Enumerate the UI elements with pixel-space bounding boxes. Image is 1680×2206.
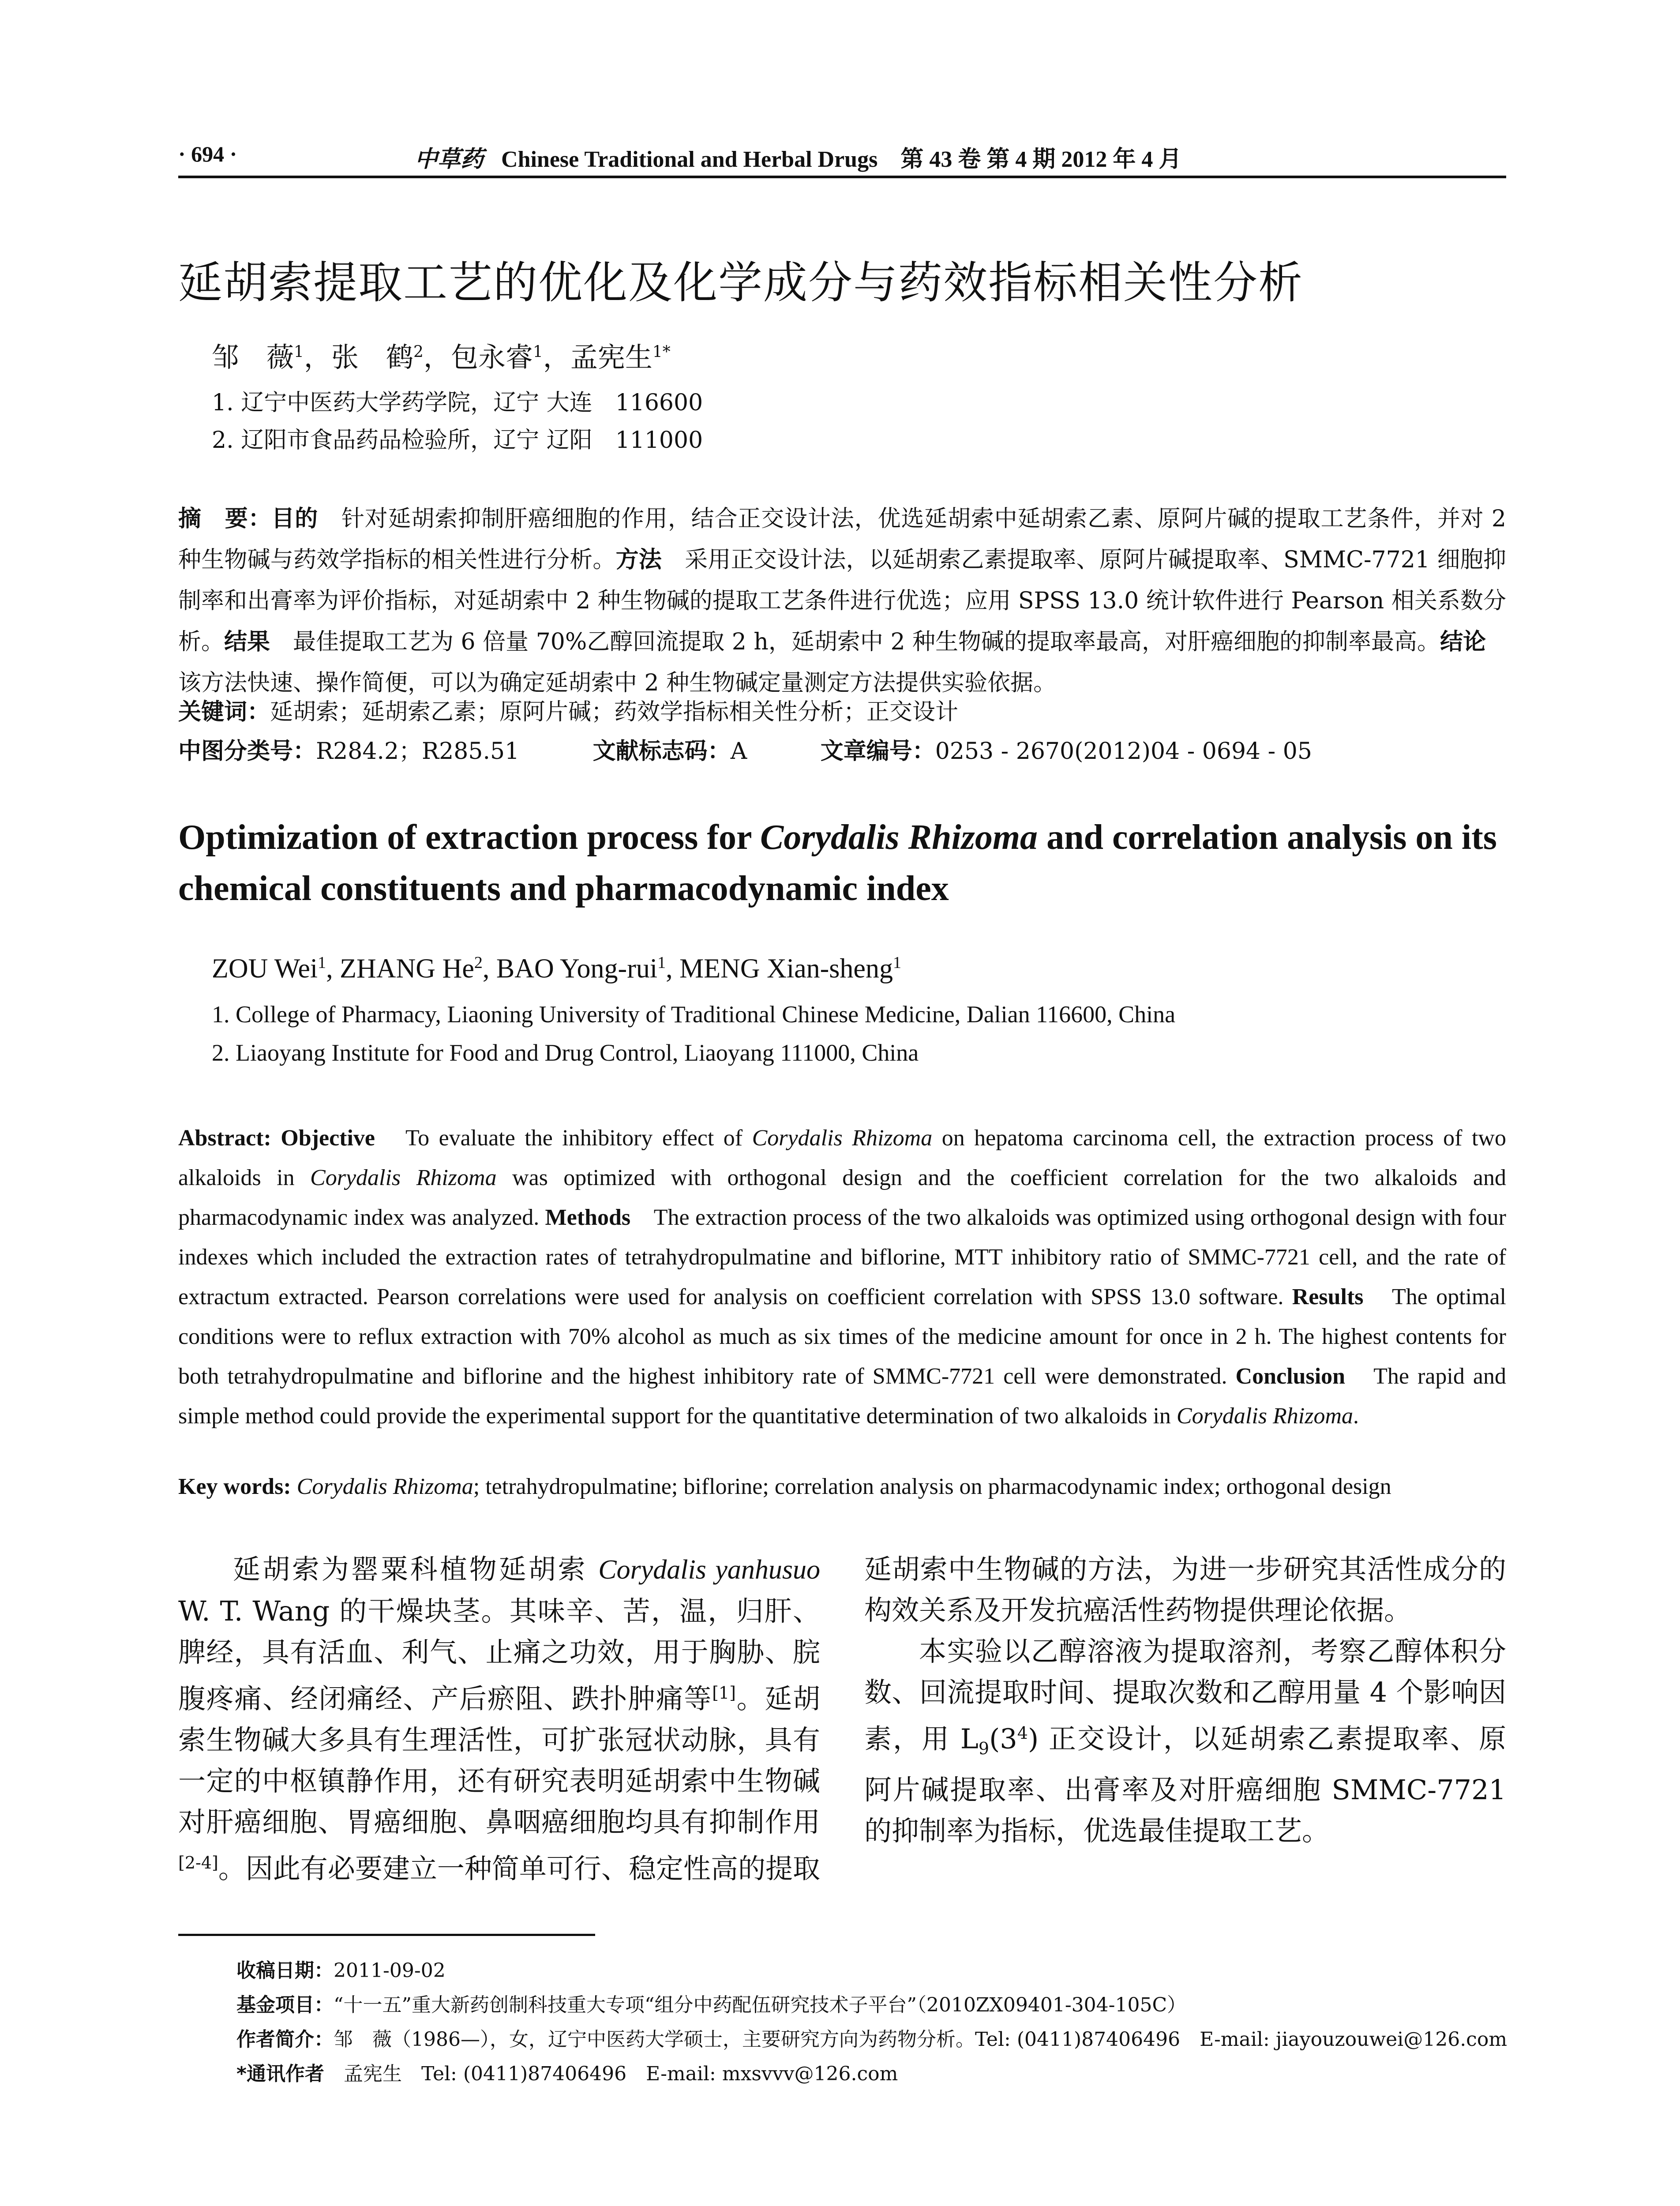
author-name: BAO Yong-rui: [496, 953, 658, 984]
methods-label: Methods: [545, 1205, 631, 1230]
author-sup: 1: [532, 343, 543, 361]
author-name: 孟宪生: [570, 341, 652, 373]
title-species: Corydalis Rhizoma: [760, 818, 1038, 857]
english-affiliation: 1. College of Pharmacy, Liaoning University of Traditional Chinese Medicine, Dalian 116600, China: [212, 1001, 1176, 1028]
species-name: Corydalis Rhizoma: [310, 1165, 497, 1190]
footnote-fund: [236, 1989, 1186, 2017]
clc-value: R284.2；R285.51: [316, 738, 520, 765]
results-label: 结果: [224, 629, 270, 655]
author-name: MENG Xian-sheng: [679, 953, 893, 984]
conclusion-label: Conclusion: [1235, 1364, 1346, 1389]
journal-info: Chinese Traditional and Herbal Drugs 第 43 卷 第 4 期 2012 年 4 月: [501, 147, 1182, 172]
author-sup: 1: [318, 953, 326, 972]
author-name: 包永睿: [450, 341, 533, 373]
objective-text: 针对延胡索抑制肝癌细胞的作用，结合正交设计法，优选延胡索中延胡索乙素、原阿片碱的提取工艺条件，并对 2 种生物碱与药效学指标的相关性进行分析。: [178, 506, 1506, 573]
article-no-value: 0253 - 2670(2012)04 - 0694 - 05: [935, 738, 1312, 765]
chinese-keywords: [178, 692, 1506, 733]
species-name: Corydalis Rhizoma: [1176, 1403, 1354, 1429]
english-abstract: [178, 1118, 1506, 1436]
conclusion-text: 该方法快速、操作简便，可以为确定延胡索中 2 种生物碱定量测定方法提供实验依据。: [178, 629, 1509, 696]
results-text: The optimal conditions were to reflux extraction with 70% alcohol as much as six times of the medicine amount for once in 2 h. The highest contents for both tetrahydropulmatine and biflorine and the highest inhibitory rate of SMMC-7721 cell were demonstrated.: [178, 1284, 1507, 1389]
author-sup: 1: [294, 343, 304, 361]
abstract-text: was optimized with orthogonal design and the coefficient correlation for the two alkaloids and pharmacodynamic index was analyzed.: [178, 1165, 1506, 1230]
doc-code-label: 文献标志码：: [592, 738, 731, 765]
author-name: ZOU Wei: [212, 953, 318, 984]
page-number: · 694 ·: [178, 142, 237, 166]
footnote-rule: [178, 1934, 595, 1936]
abstract-label: 摘 要：: [178, 506, 272, 532]
chinese-affiliation: 1. 辽宁中医药大学药学院，辽宁 大连 116600: [212, 390, 703, 416]
chinese-abstract: [178, 499, 1509, 704]
keywords-label: Key words:: [178, 1474, 291, 1499]
english-authors: ZOU Wei$^1$, ZHANG He$^2$, BAO Yong-rui$^1$, MENG Xian-sheng$^1$: [212, 953, 901, 984]
clc-label: 中图分类号：: [178, 738, 316, 765]
author-sup: 1: [657, 953, 666, 972]
subscript: 9: [978, 1739, 990, 1759]
author-sup: 2: [474, 953, 483, 972]
conclusion-text: The rapid and simple method could provide the experimental support for the quantitative determination of two alkaloids in: [178, 1364, 1506, 1429]
methods-text: The extraction process of the two alkaloids was optimized using orthogonal design with four indexes which included the extraction rates of tetrahydropulmatine and biflorine, MTT inhibitory ratio of SMMC-7721 cell, and the rate of extractum extracted. Pearson correlations were used for analysis on coefficient correlation with SPSS 13.0 software.: [178, 1205, 1506, 1309]
journal-logo: 中草药: [415, 146, 484, 173]
methods-label: 方法: [615, 547, 662, 573]
species-name: Corydalis Rhizoma: [752, 1126, 933, 1151]
citation-ref: [2-4]: [178, 1853, 218, 1872]
footnote-author: [236, 2023, 1507, 2052]
abstract-label: Abstract: Objective: [178, 1126, 375, 1151]
conclusion-end: .: [1353, 1403, 1359, 1429]
body-text-run: 本实验以乙醇溶液为提取溶剂，考察乙醇体积分数、回流提取时间、提取次数和乙醇用量 4 个影响因素，用 L: [864, 1635, 1506, 1755]
footnote-label: *通讯作者: [236, 2063, 325, 2085]
author-sup: 2: [413, 343, 424, 361]
methods-text: 采用正交设计法，以延胡索乙素提取率、原阿片碱提取率、SMMC-7721 细胞抑制率和出膏率为评价指标，对延胡索中 2 种生物碱的提取工艺条件进行优选；应用 SPSS 13.0 统计软件进行 Pearson 相关系数分析。: [178, 547, 1506, 655]
footnote-corresponding: [236, 2058, 898, 2086]
english-affiliation: 2. Liaoyang Institute for Food and Drug Control, Liaoyang 111000, China: [212, 1039, 919, 1066]
body-paragraph-2: [864, 1631, 1506, 1851]
citation-ref: [1]: [712, 1683, 736, 1703]
english-title: [178, 812, 1524, 914]
doc-code-value: A: [730, 738, 747, 765]
author-name: 邹 薇: [212, 341, 294, 373]
title-part: Optimization of extraction process for: [178, 818, 761, 857]
body-text-run: 。延胡索生物碱大多具有生理活性，可扩张冠状动脉，具有一定的中枢镇静作用，还有研究表明延胡索中生物碱对肝癌细胞、胃癌细胞、鼻咽癌细胞均具有抑制作用: [178, 1682, 820, 1838]
body-text-run: W. T. Wang 的干燥块茎。其味辛、苦，温，归肝、脾经，具有活血、利气、止痛之功效，用于胸胁、脘腹疼痛、经闭痛经、产后瘀阻、跌扑肿痛等: [178, 1595, 820, 1715]
author-sup: 1: [892, 953, 901, 972]
footnote-text: 2011-09-02: [334, 1959, 446, 1982]
superscript: 4: [1017, 1723, 1028, 1743]
latin-name: Corydalis yanhusuo: [598, 1555, 820, 1585]
conclusion-label: 结论: [1440, 629, 1486, 655]
body-text-run: 延胡索为罂粟科植物延胡索: [233, 1553, 599, 1585]
chinese-authors: 邹 薇$^1$，张 鹤$^2$，包永睿$^1$，孟宪生$^{1*}$: [212, 341, 671, 373]
footnote-text: “十一五”重大新药创制科技重大专项“组分中药配伍研究技术子平台”（2010ZX09401-304-105C）: [334, 1994, 1187, 2016]
body-text-run: (3: [989, 1722, 1017, 1755]
abstract-text: To evaluate the inhibitory effect of: [375, 1126, 752, 1151]
footnote-label: 基金项目：: [236, 1994, 334, 2016]
species-name: Corydalis Rhizoma: [296, 1474, 473, 1499]
footnote-label: 收稿日期：: [236, 1959, 334, 1982]
author-name: ZHANG He: [340, 953, 474, 984]
footnote-text: 孟宪生 Tel: (0411)87406496 E-mail: mxsvvv@126.com: [324, 2063, 898, 2085]
keywords-text: ; tetrahydropulmatine; biflorine; correlation analysis on pharmacodynamic index; orthogonal design: [473, 1474, 1391, 1499]
article-no-label: 文章编号：: [820, 738, 935, 765]
keywords-label: 关键词：: [178, 699, 270, 725]
body-text: [178, 1549, 1506, 1932]
title-part: and correlation analysis on its chemical constituents and pharmacodynamic index: [178, 818, 1497, 908]
footnote-text: 邹 薇（1986—），女，辽宁中医药大学硕士，主要研究方向为药物分析。Tel: (0411)87406496 E-mail: jiayouzouwei@126.com: [334, 2028, 1508, 2051]
author-sup: 1*: [652, 343, 671, 361]
classification-line: [178, 732, 1378, 765]
body-text-run: 。因此有必要建立一种简单可行、稳定性高的提取延胡索中生物碱的方法，为进一步研究其活性成分的构效关系及开发抗癌活性药物提供理论依据。: [218, 1553, 1506, 1885]
footnote-received: [236, 1955, 446, 1983]
keywords-text: 延胡索；延胡索乙素；原阿片碱；药效学指标相关性分析；正交设计: [270, 699, 959, 725]
chinese-affiliation: 2. 辽阳市食品药品检验所，辽宁 辽阳 111000: [212, 427, 703, 454]
footnote-label: 作者简介：: [236, 2028, 334, 2051]
header-rule: [178, 176, 1506, 178]
chinese-title: 延胡索提取工艺的优化及化学成分与药效指标相关性分析: [178, 257, 1303, 308]
author-name: 张 鹤: [331, 341, 413, 373]
abstract-text: on hepatoma carcinoma cell, the extraction process of two alkaloids in: [178, 1126, 1506, 1190]
results-text: 最佳提取工艺为 6 倍量 70%乙醇回流提取 2 h，延胡索中 2 种生物碱的提取率最高，对肝癌细胞的抑制率最高。: [270, 629, 1440, 655]
results-label: Results: [1292, 1284, 1364, 1309]
objective-label: 目的: [271, 506, 319, 532]
english-keywords: [178, 1467, 1506, 1507]
journal-header: [415, 140, 1181, 173]
body-text-run: ) 正交设计，以延胡索乙素提取率、原阿片碱提取率、出膏率及对肝癌细胞 SMMC-7721 的抑制率为指标，优选最佳提取工艺。: [864, 1722, 1506, 1847]
